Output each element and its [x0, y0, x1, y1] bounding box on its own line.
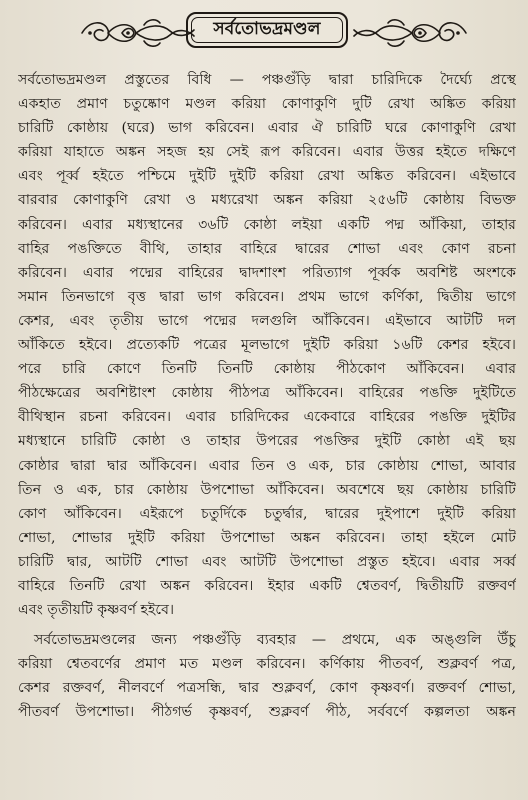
text-line: করিবেন। এবার মধ্যস্থানের ৩৬টি কোষ্ঠা লইয়া একটি পদ্ম আঁকিয়া, তাহার	[18, 216, 516, 233]
text-line: পীতবর্ণ উপশোভা। পীঠগর্ভ কৃষ্ণবর্ণ, শুক্লবর্ণ পীঠ, সর্ববর্ণে কল্পলতা অঙ্কন	[18, 704, 516, 721]
paragraph-1	[18, 68, 516, 622]
body-text	[18, 68, 516, 725]
paragraph-2	[18, 628, 516, 724]
title-frame	[186, 12, 348, 48]
text-line: কোষ্ঠার দ্বারা দ্বার আঁকিবেন। এবার তিন ও এক, চার কোষ্ঠায় শোভা, আবার	[18, 457, 516, 474]
text-line: এবং পূর্ব্ব হইতে পশ্চিমে দুইটি দুইটি করিয়া রেখা অঙ্কিত করিবেন। এইভাবে	[18, 168, 516, 185]
text-line: সমান তিনভাগে বৃত্ত দ্বারা ভাগ করিবেন। প্রথম ভাগে কর্ণিকা, দ্বিতীয় ভাগে	[18, 288, 516, 305]
text-line: সর্বতোভদ্রমণ্ডলের জন্য পঞ্চগুঁড়ি ব্যবহার — প্রথমে, এক অঙ্গুলি উঁচু	[34, 632, 516, 649]
text-line: আঁকিতে হইবে। প্রত্যেকটি পত্রের মূলভাগে দুইটি করিয়া ১৬টি কেশর হইবে।	[18, 337, 516, 354]
text-line: করিয়া যাহাতে অঙ্কন সহজ হয় সেই রূপ করিবেন। এবার উত্তর হইতে দক্ষিণে	[18, 144, 516, 161]
page-title: সর্বতোভদ্রমণ্ডল	[213, 19, 321, 39]
text-line: মধ্যস্থানে চারিটি কোষ্ঠা ও তাহার উপরের পঙক্তির দুইটি কোষ্ঠা এই ছয়	[18, 433, 516, 450]
text-line: চারিটি কোষ্ঠায় (ঘরে) ভাগ করিবেন। এবার ঐ চারিটি ঘরে কোণাকুণি রেখা	[18, 120, 516, 137]
text-line: কেশর, এবং তৃতীয় ভাগে পদ্মের দলগুলি আঁকিবেন। এইভাবে আটটি দল	[18, 312, 516, 329]
text-line: বীথিস্থান রচনা করিবেন। এবার চারিদিকের একেবারে বাহিরের পঙক্তি দুইটির	[18, 409, 516, 426]
page-header	[0, 10, 528, 56]
text-line: কেশর রক্তবর্ণ, নীলবর্ণে পত্রসন্ধি, দ্বার শুক্লবর্ণ, কোণ কৃষ্ণবর্ণ। রক্তবর্ণ শোভা,	[18, 680, 516, 697]
text-line: শোভা, শোভার দুইটি করিয়া উপশোভা অঙ্কন করিবেন। তাহা হইলে মোট	[18, 529, 516, 546]
text-line: বারবার কোণাকুণি রেখা ও মধ্যরেখা অঙ্কন করিয়া ২৫৬টি কোষ্ঠায় বিভক্ত	[18, 192, 516, 209]
text-line: তিন ও এক, চার কোষ্ঠায় উপশোভা আঁকিবেন। অবশেষে ছয় কোষ্ঠায় চারিটি	[18, 481, 516, 498]
text-line: একহাত প্রমাণ চতুষ্কোণ মণ্ডল করিয়া কোণাকুণি দুটি রেখা অঙ্কিত করিয়া	[18, 96, 516, 113]
text-line: চারিটি দ্বার, আটটি শোভা এবং আটটি উপশোভা প্রস্তুত হইবে। এবার সর্ব্ব	[18, 553, 516, 570]
text-line: করিয়া শ্বেতবর্ণের প্রমাণ মত মণ্ডল করিবেন। কর্ণিকায় পীতবর্ণ, শুক্লবর্ণ পত্র,	[18, 656, 516, 673]
text-line: বাহিরে তিনটি রেখা অঙ্কন করিবেন। ইহার একটি শ্বেতবর্ণ, দ্বিতীয়টি রক্তবর্ণ	[18, 577, 516, 594]
text-line: করিবেন। এবার পদ্মের বাহিরের দ্বাদশাংশ পরিত্যাগ পূর্ব্বক অবশিষ্ট অংশকে	[18, 264, 516, 281]
left-flourish-ornament-icon	[78, 16, 196, 50]
text-line: পীঠক্ষেত্রের অবশিষ্টাংশ কোষ্ঠায় পীঠপত্র আঁকিবেন। বাহিরের পঙক্তি দুইটিতে	[18, 385, 516, 402]
text-line: এবং তৃতীয়টি কৃষ্ণবর্ণ হইবে।	[18, 602, 175, 619]
text-line: বাহির পঙক্তিতে বীথি, তাহার বাহিরে দ্বারের শোভা এবং কোণ রচনা	[18, 240, 516, 257]
right-flourish-ornament-icon	[352, 16, 470, 50]
text-line: পরে চারি কোণে তিনটি তিনটি কোষ্ঠায় পীঠকোণ আঁকিবেন। এবার	[18, 361, 516, 378]
text-line: সর্বতোভদ্রমণ্ডল প্রস্তুতের বিধি — পঞ্চগুঁড়ি দ্বারা চারিদিকে দৈর্ঘ্যে প্রস্থে	[18, 72, 516, 88]
text-line: কোণ আঁকিবেন। এইরূপে চতুর্দিকে চতুর্দ্বার, দ্বারের দুইপাশে দুইটি করিয়া	[18, 505, 516, 522]
